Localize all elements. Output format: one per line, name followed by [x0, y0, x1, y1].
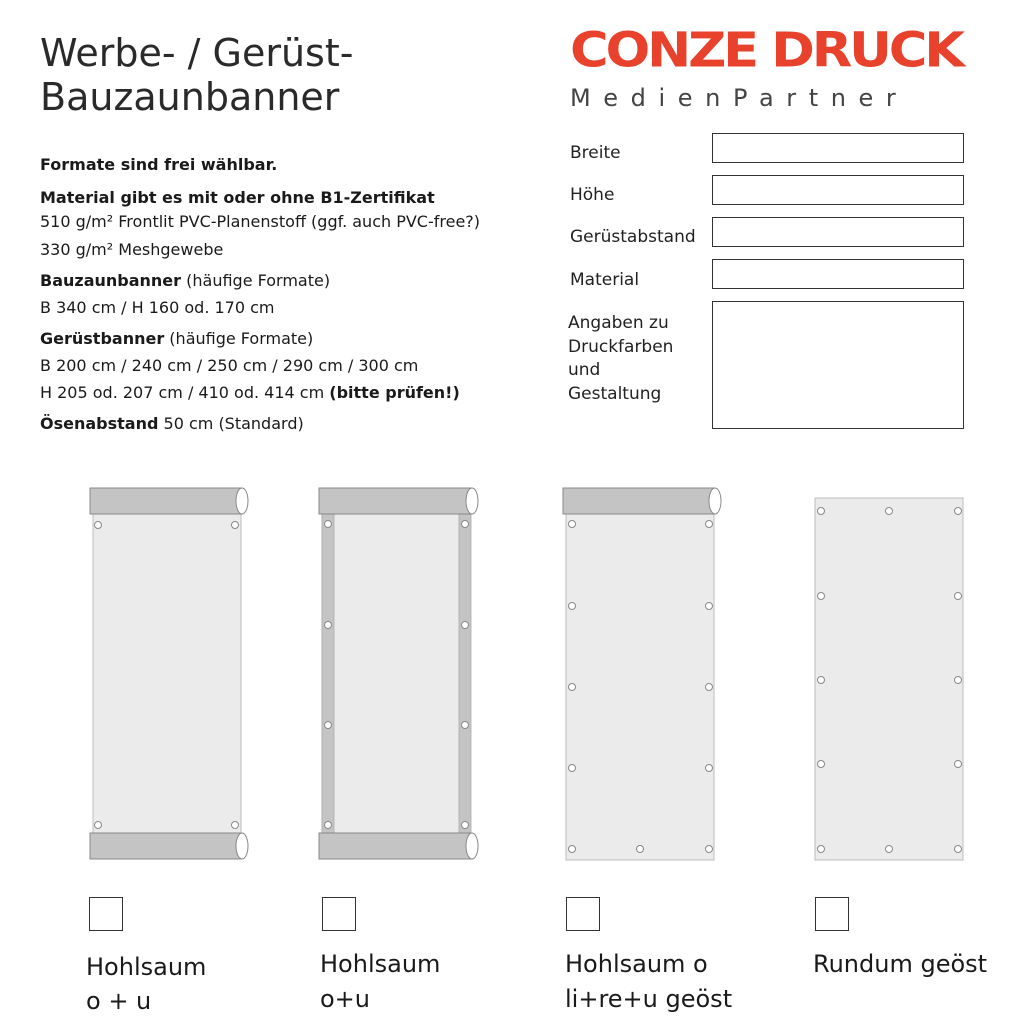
label-angaben-3: und — [568, 360, 601, 380]
label-hoehe: Höhe — [570, 185, 615, 205]
info-geruest-rest: (häufige Formate) — [164, 329, 314, 348]
hoehe-field[interactable] — [712, 175, 964, 205]
info-oesen-bold: Ösenabstand — [40, 414, 159, 433]
geruestabstand-field[interactable] — [712, 217, 964, 247]
brand-logo: CONZE DRUCK — [570, 22, 962, 78]
label-geruestabstand: Gerüstabstand — [570, 227, 696, 247]
page-title-line-2: Bauzaunbanner — [40, 75, 340, 119]
info-material-1: 510 g/m² Frontlit PVC-Planenstoff (ggf. auch PVC-free?) — [40, 212, 481, 231]
banner-hohlsaum-side-eyelets-icon — [319, 488, 478, 859]
info-bauzaun-heading — [40, 269, 330, 292]
option-3-line-1: Hohlsaum o — [565, 950, 708, 978]
info-geruest-check: (bitte prüfen!) — [329, 383, 460, 402]
option-4-line-1: Rundum geöst — [813, 950, 988, 978]
info-geruest-heights — [40, 381, 460, 404]
option-1-line-2: o + u — [86, 987, 152, 1015]
banner-hohlsaum-top-eyelets-icon — [563, 488, 721, 860]
banner-rundum-geoest-icon — [815, 498, 963, 860]
info-geruest-widths: B 200 cm / 240 cm / 250 cm / 290 cm / 300 cm — [40, 356, 419, 375]
info-material-heading — [40, 186, 435, 209]
checkbox-rundum-geoest[interactable] — [815, 897, 849, 931]
info-geruest-bold: Gerüstbanner — [40, 329, 165, 348]
checkbox-hohlsaum-o-u[interactable] — [89, 897, 123, 931]
breite-field[interactable] — [712, 133, 964, 163]
label-angaben-1: Angaben zu — [568, 313, 669, 333]
info-bauzaun-bold: Bauzaunbanner — [40, 271, 182, 290]
option-2-line-2: o+u — [320, 985, 371, 1013]
info-bauzaun-rest: (häufige Formate) — [181, 271, 331, 290]
info-oesen-rest: 50 cm (Standard) — [158, 414, 304, 433]
info-bauzaun-sizes: B 340 cm / H 160 od. 170 cm — [40, 298, 275, 317]
info-formats — [40, 153, 277, 176]
info-formats-text: Formate sind frei wählbar. — [40, 155, 278, 174]
info-oesen — [40, 412, 304, 435]
label-angaben-2: Druckfarben — [568, 337, 674, 357]
info-material-2: 330 g/m² Meshgewebe — [40, 240, 224, 259]
checkbox-hohlsaum-o-li-re-u[interactable] — [566, 897, 600, 931]
page-title-line-1: Werbe- / Gerüst- — [40, 31, 354, 75]
material-field[interactable] — [712, 259, 964, 289]
checkbox-hohlsaum-o-u-side[interactable] — [322, 897, 356, 931]
option-3-line-2: li+re+u geöst — [565, 985, 733, 1013]
label-material: Material — [570, 270, 640, 290]
option-1-line-1: Hohlsaum — [86, 953, 207, 981]
banner-hohlsaum-o-u-icon — [90, 488, 248, 859]
angaben-textarea[interactable] — [712, 301, 964, 429]
label-breite: Breite — [570, 143, 621, 163]
label-angaben-4: Gestaltung — [568, 384, 662, 404]
brand-tagline: MedienPartner — [570, 84, 909, 112]
info-geruest-heights-text: H 205 od. 207 cm / 410 od. 414 cm — [40, 383, 330, 402]
info-geruest-heading — [40, 327, 313, 350]
banner-illustrations — [0, 470, 1024, 870]
option-2-line-1: Hohlsaum — [320, 950, 441, 978]
info-material-heading-text: Material gibt es mit oder ohne B1-Zertifikat — [40, 188, 435, 207]
